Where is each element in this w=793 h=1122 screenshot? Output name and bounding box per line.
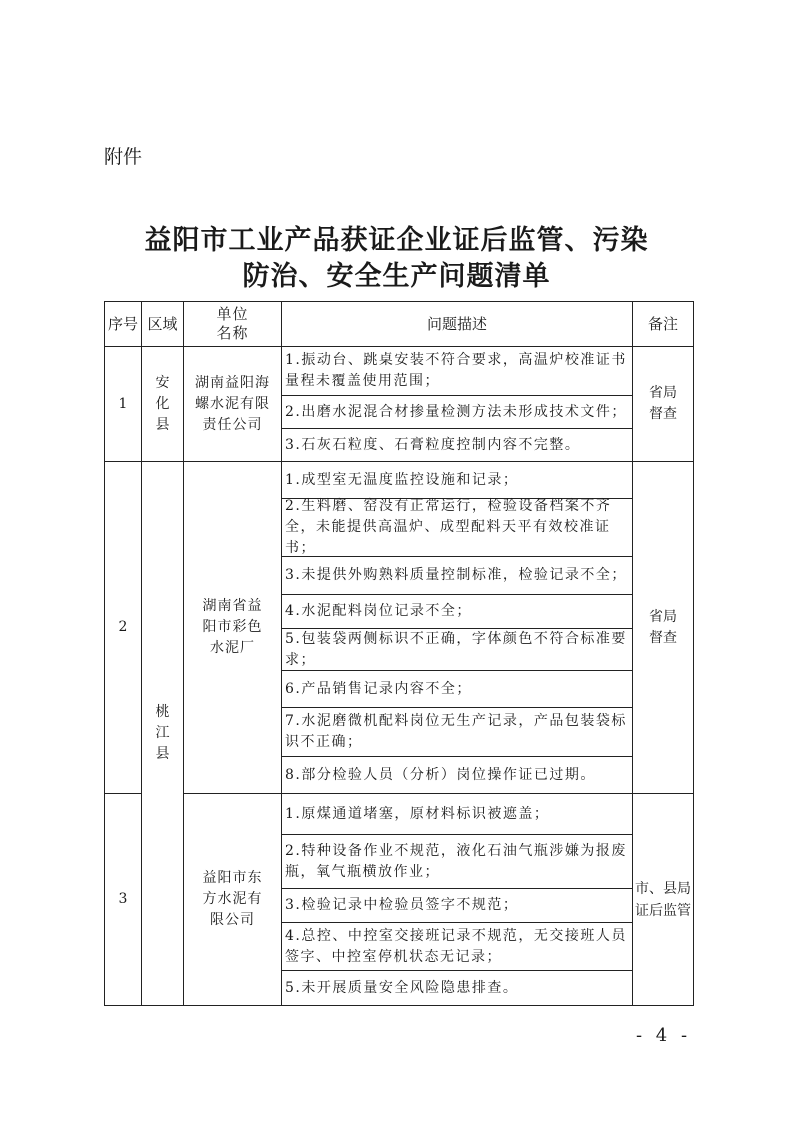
header-unit-text: 单位名称 xyxy=(216,305,249,342)
row-1-issue-1: 1.振动台、跳桌安装不符合要求，高温炉校准证书量程未覆盖使用范围； xyxy=(281,346,633,396)
row-2-region-text: 桃江县 xyxy=(155,704,170,762)
row-1-region xyxy=(141,346,184,462)
row-2-3-region xyxy=(141,461,184,1006)
header-note: 备注 xyxy=(632,301,694,347)
row-1-issue-2: 2.出磨水泥混合材掺量检测方法未形成技术文件； xyxy=(281,395,633,429)
row-3-issue-5: 5.未开展质量安全风险隐患排查。 xyxy=(281,970,633,1006)
document-title-line-2: 防治、安全生产问题清单 xyxy=(242,261,551,292)
row-2-issue-2: 2.生料磨、窑没有正常运行，检验设备档案不齐全，未能提供高温炉、成型配料天平有效校准证书； xyxy=(281,498,633,557)
row-1-unit-text: 湖南益阳海螺水泥有限责任公司 xyxy=(195,374,270,433)
document-title-line-1: 益阳市工业产品获证企业证后监管、污染 xyxy=(144,225,649,256)
row-1-unit xyxy=(183,346,282,462)
row-2-issue-4: 4.水泥配料岗位记录不全； xyxy=(281,594,633,629)
row-3-no: 3 xyxy=(104,793,142,1006)
row-3-issue-3: 3.检验记录中检验员签字不规范； xyxy=(281,888,633,923)
row-3-note-text: 市、县局证后监管 xyxy=(635,880,691,919)
row-2-note xyxy=(632,461,694,794)
row-1-note xyxy=(632,346,694,462)
header-region: 区域 xyxy=(141,301,184,347)
header-unit xyxy=(183,301,282,347)
row-1-issue-3: 3.石灰石粒度、石膏粒度控制内容不完整。 xyxy=(281,428,633,462)
row-1-note-text: 省局督查 xyxy=(648,385,677,422)
page-number: - 4 - xyxy=(636,1025,692,1046)
row-2-no: 2 xyxy=(104,461,142,794)
header-no: 序号 xyxy=(104,301,142,347)
row-1-no: 1 xyxy=(104,346,142,462)
row-2-unit-text: 湖南省益阳市彩色水泥厂 xyxy=(202,598,263,656)
row-2-issue-7: 7.水泥磨微机配料岗位无生产记录，产品包装袋标识不正确； xyxy=(281,707,633,757)
row-2-unit xyxy=(183,461,282,794)
row-3-issue-4: 4.总控、中控室交接班记录不规范，无交接班人员签字、中控室停机状态无记录； xyxy=(281,922,633,971)
attachment-label: 附件 xyxy=(104,146,143,168)
row-3-issue-1: 1.原煤通道堵塞，原材料标识被遮盖； xyxy=(281,793,633,835)
row-3-unit-text: 益阳市东方水泥有限公司 xyxy=(202,870,263,928)
row-3-unit xyxy=(183,793,282,1006)
row-3-note xyxy=(632,793,694,1006)
row-3-issue-2: 2.特种设备作业不规范，液化石油气瓶涉嫌为报废瓶，氧气瓶横放作业； xyxy=(281,834,633,889)
header-issues: 问题描述 xyxy=(281,301,633,347)
row-2-issue-1: 1.成型室无温度监控设施和记录； xyxy=(281,461,633,499)
row-1-region-text: 安化县 xyxy=(155,374,170,433)
row-2-note-text: 省局督查 xyxy=(648,608,677,646)
row-2-issue-6: 6.产品销售记录内容不全； xyxy=(281,670,633,708)
row-2-issue-3: 3.未提供外购熟料质量控制标准，检验记录不全； xyxy=(281,556,633,595)
row-2-issue-8: 8.部分检验人员（分析）岗位操作证已过期。 xyxy=(281,756,633,794)
row-2-issue-5: 5.包装袋两侧标识不正确，字体颜色不符合标准要求； xyxy=(281,628,633,671)
